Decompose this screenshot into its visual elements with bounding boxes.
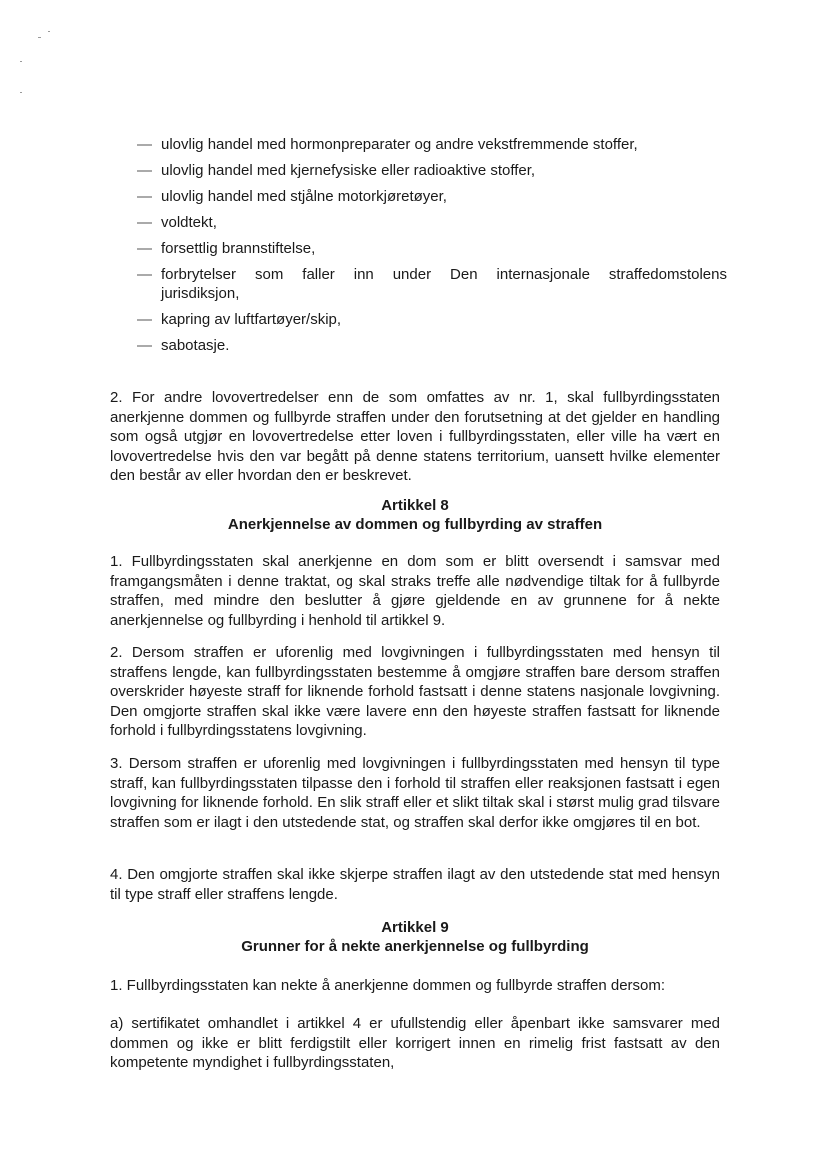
offense-list — [137, 135, 727, 362]
article-title: Artikkel 9 — [381, 919, 449, 936]
list-item: — ulovlig handel med kjernefysiske eller radioaktive stoffer, — [137, 162, 536, 179]
list-item: — forsettlig brannstiftelse, — [137, 240, 316, 257]
dash-bullet: — — [137, 311, 152, 328]
list-item: — kapring av luftfartøyer/skip, — [137, 311, 342, 328]
scan-speck — [38, 37, 41, 38]
scan-speck — [48, 31, 50, 32]
paragraph: 3. Dersom straffen er uforenlig med lovgivningen i fullbyrdingsstaten med hensyn til type straff, kan fullbyrdingsstaten tilpasse den i forhold til straffen eller reaksjonen fastsatt i egen lovgivning for liknende forhold. En slik straff eller et slikt tiltak skal i størst mulig grad tilsvare straffen som er ilagt i den utstedende stat, og straffen skal derfor ikke omgjøres til en bot. — [110, 755, 720, 831]
list-item: — voldtekt, — [137, 214, 217, 231]
dash-bullet: — — [137, 188, 152, 205]
list-item: — ulovlig handel med stjålne motorkjøretøyer, — [137, 188, 447, 205]
list-item: — ulovlig handel med hormonpreparater og andre vekstfremmende stoffer, — [137, 136, 638, 153]
scan-speck — [20, 92, 22, 93]
dash-bullet: — — [137, 162, 152, 179]
dash-bullet: — — [137, 136, 152, 153]
dash-bullet: — — [137, 240, 152, 257]
dash-bullet: — — [137, 214, 152, 231]
dash-bullet: — — [137, 337, 152, 354]
article-title: Artikkel 8 — [381, 497, 449, 514]
list-item: — forbrytelser som faller inn under Den internasjonale straffedomstolens jurisdiksjon, — [137, 266, 727, 302]
paragraph: 2. For andre lovovertredelser enn de som omfattes av nr. 1, skal fullbyrdingsstaten anerkjenne dommen og fullbyrde straffen under den forutsetning at det gjelder en handling som også utgjør en lovovertredelse etter loven i fullbyrdingsstaten, eller ville ha vært en lovovertredelse hvis den var begått på denne statens territorium, uansett hvilke elementer den består av eller hvordan den er beskrevet. — [110, 389, 720, 484]
paragraph: 1. Fullbyrdingsstaten skal anerkjenne en dom som er blitt oversendt i samsvar med framgangsmåten i denne traktat, og skal straks treffe alle nødvendige tiltak for å fullbyrde straffen, med mindre den beslutter å gjøre gjeldende en av grunnene for å nekte anerkjennelse og fullbyrding i henhold til artikkel 9. — [110, 553, 720, 629]
list-item: — sabotasje. — [137, 337, 230, 354]
paragraph: 2. Dersom straffen er uforenlig med lovgivningen i fullbyrdingsstaten med hensyn til straffens lengde, kan fullbyrdingsstaten bestemme å omgjøre straffen bare dersom straffen overskrider høyeste straff for liknende forhold fastsatt i denne statens nasjonale lovgivning. Den omgjorte straffen skal ikke være lavere enn den høyeste straffen fastsatt for liknende forhold i fullbyrdingsstatens lovgivning. — [110, 644, 720, 739]
scan-speck — [20, 61, 22, 62]
paragraph: 4. Den omgjorte straffen skal ikke skjerpe straffen ilagt av den utstedende stat med hensyn til type straff eller straffens lengde. — [110, 866, 720, 903]
paragraph: a) sertifikatet omhandlet i artikkel 4 er ufullstendig eller åpenbart ikke samsvarer med dommen og ikke er blitt ferdigstilt eller korrigert innen en rimelig frist fastsatt av den kompetente myndighet i fullbyrdingsstaten, — [110, 1015, 720, 1071]
article-subtitle: Grunner for å nekte anerkjennelse og fullbyrding — [241, 938, 589, 955]
paragraph: 1. Fullbyrdingsstaten kan nekte å anerkjenne dommen og fullbyrde straffen dersom: — [110, 977, 666, 994]
article-subtitle: Anerkjennelse av dommen og fullbyrding av straffen — [227, 516, 603, 533]
dash-bullet: — — [137, 266, 152, 283]
